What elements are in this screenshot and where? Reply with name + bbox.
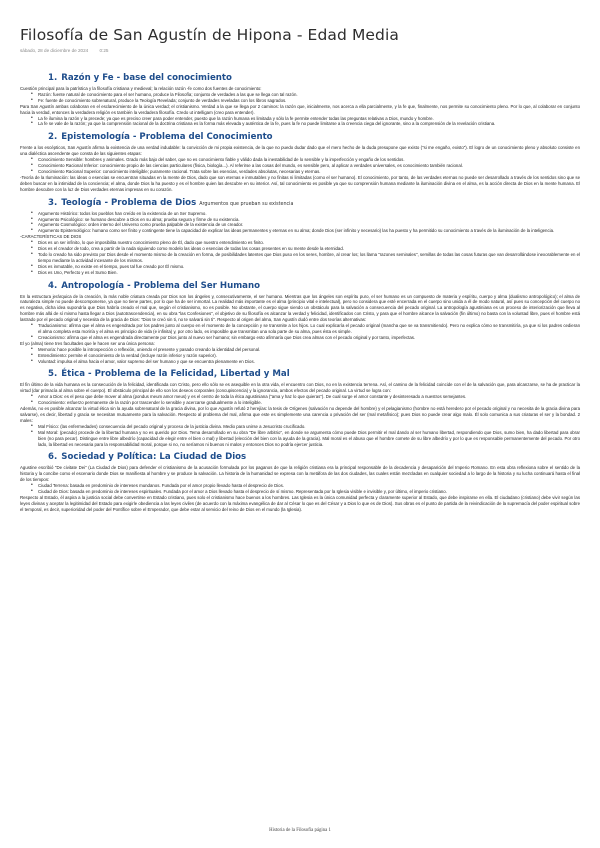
note-meta <box>20 48 580 53</box>
bullet-list <box>20 211 580 235</box>
paragraph: Además, no es posible alcanzar la virtud ética sin la ayuda sobrenatural de la gracia divina, por lo que Agustín refutó 2 herejías: la tesis de Orígenes (salvación no depende del hombre) y el pelagianismo (hombre no está heredero por el pecado original y no necesita de la gracia divina para salvarse), es decir, libertad y gracia se necesitan mutuamente para la salvación. Respecto al problema del mal, afirma que este es simplemente una carencia o privación del ser (mal metafísico); pues Dios no puede crear algo malo. Él solo comunica a sus criaturas el ser y la bondad. 2 males: <box>20 406 580 423</box>
paragraph: En la estructura jerárquica de la creación, la más noble criatura creada por Dios son los ángeles y, consecutivamente, el ser humano. Mientras que los ángeles son espíritu puro, el ser humano es un compuesto de materia y espíritu, cuerpo y alma (dualismo antropológico); el alma de naturaleza simple no puede descomponerse, ya que no tiene partes, por lo que ha de ser inmortal. La realidad más importante es el alma (principio vital e intelectual), pero no considera que esté encerrada en el cuerpo sino unida a él de modo natural, así pues su concepción del cuerpo no es negativa, dicha idea supondría que Dios habría creado el mal que, según el cristianismo, no es posible. No obstante, el cuerpo sigue siendo un obstáculo para la salvación a consecuencia del pecado original. La antropología agustiniana es un proceso de interiorización que lleva al hombre más allá de sí mismo hasta llegar a Dios (autotrascendencia), en su obra "las Confesiones", el objetivo de su filosofía es alcanzar la verdad y felicidad, identificados con Cristo, y para que el hombre alcance la salvación (fin último) no basta con la voluntad libre, pues el hombre está lastrado por el pecado original y necesita de la gracia de Dios: "Dios te creó sin ti, no te salvará sin ti". Respecto al origen del alma, San Agustín dudó entre dos teorías alternativas: <box>20 293 580 323</box>
bullet-list <box>20 483 580 495</box>
bullet-item: • La fe se vale de la razón; ya que la comprensión racional de la doctrina cristiana es la forma más elevada y auténtica de la fe, pues la fe no puede limitarse a la creencia ciega del ignorante, sino a la comprensión de la revelación cristiana. <box>38 121 580 127</box>
bullet-item: • Conocimiento Racional Superior: conocimiento inteligible; puramente racional. Trata sobre las esencias, verdades absolutas, necesarias y eternas. <box>38 169 580 175</box>
note-date: sábado, 28 de diciembre de 2024 <box>20 48 89 53</box>
paragraph: Agustine escribió "De civitate Dei" (La Ciudad de Dios) para defender el cristianismo de la acusación formulada por los paganos de que la religión cristiana era la principal responsable de la decadencia y desaparición del Imperio Romano. En esta obra reflexiona sobre el sentido de la historia y la concibe como el escenario donde Dios se manifiesta al hombre y se produce la salvación. La historia de la humanidad se expresa con la metáfora de las dos ciudades, las cuales están mezcladas en cualquier sociedad a lo largo de la historia y su lucha continuará hasta el final de los tiempos: <box>20 465 580 483</box>
paragraph: Para San Agustín ambas colaboran en el esclarecimiento de la única verdad; el cristianismo. Verdad a la que se llega por 2 caminos: la razón que, inicialmente, nos acerca a ella parcialmente, y la fe que, finalmente, nos permite su conocimiento pleno. Por lo que, al colaborar en conjunto hacia la verdad, entonces la verdadera religión es también la verdadera filosofía. Credo ut intelligam (creo para entender). <box>20 103 580 115</box>
bullet-item: • Memoria: hace posible la introspección o reflexión, uniendo el presente y pasado creando la identidad del personal. <box>38 347 580 353</box>
bullet-item: • Conocimiento: esfuerzo permanente de la razón por trascender lo sensible y acercarse gradualmente a lo inteligible. <box>38 400 580 406</box>
bullet-item: • Argumento Psicológico: se humano descubre a Dios en su alma; prueba segura y firme de su existencia. <box>38 217 580 223</box>
bullet-list <box>20 157 580 175</box>
section-heading <box>48 281 580 291</box>
section-heading <box>48 369 580 379</box>
section-number: 6. <box>48 452 58 463</box>
section-heading <box>48 198 580 208</box>
bullet-list <box>20 424 580 448</box>
paragraph: Frente a los escépticos, San Agustín afirma la existencia de una verdad indudable: la convicción de mi propia existencia, de la que no puedo dudar dado que el mero hecho de la duda presupone que existo ("si me engaño, existo"). El logro de un conocimiento pleno y absoluto consiste en una dialéctica ascendente que consta de las siguientes etapas: <box>20 145 580 157</box>
page-title: Filosofía de San Agustín de Hipona - Edad Media <box>20 26 400 44</box>
bullet-list <box>20 347 580 365</box>
section-number: 3. <box>48 197 58 208</box>
paragraph: El fin último de la vida humana es la consecución de la felicidad, identificada con Cristo, pero ello sólo se es asequible en la otra vida, el encuentro con Dios, no en la existencia terrena. Así, el camino de la felicidad coincide con el de la salvación que, para alcanzarse, se ha de practicar la virtud (dar primacía al alma sobre el cuerpo). El obstáculo principal de ello son los deseos corporales (concupiscencia) y la ignorancia, ambos efectos del pecado original. La virtud se logra con: <box>20 382 580 394</box>
section-number: 2. <box>48 132 58 143</box>
section-note: Argumentos que prueban su existencia <box>199 201 294 207</box>
bullet-item: • Ciudad de Dios: basada en predominio de intereses espirituales. Fundada por el amor a Dios llevado hasta el desprecio de sí mismo. Representada por la Iglesia visible e invisible y, por último, el imperio cristiano. <box>38 489 580 495</box>
bullet-item: • Conocimiento Sensible: hombres y animales. Grado más bajo del saber, que no es conocimiento fiable y válido dada la inestabilidad de lo sensible y la imperfección y engaño de los sentidos. <box>38 157 580 163</box>
paragraph: Respecto al Estado, él aspira a la justicia social debe convertirse en Estado cristiano, pues solo el cristianismo hace buenos a los hombres. Las Iglesia es la única comunidad perfecta y claramente superior al Estado, que debe inspirarse en ella. El ciudadano (cristiano) debe vivir según las leyes divinas y aceptar la legitimidad del Estado para exigirle obediencia a las leyes civiles (de acuerdo con la máxima evangélica de dar al César lo que es del César y a Dios lo que es de Dios). Sus obras es el punto de partida de la reivindicación de la supremacía del poder espiritual sobre el temporal, es decir, superioridad del poder del Pontífice sobre el Emperador, que debe estar al servicio del reino de Dios en el mundo (la Iglesia). <box>20 494 580 512</box>
section-title: Razón y Fe - base del conocimiento <box>61 73 232 83</box>
note-time: 0:25 <box>99 48 109 53</box>
bullet-item: • Dios es el creador de todo, crea a partir de la nada siguiendo como modelo las ideas o esencias de todas las cosas presentes en su mente desde la eternidad. <box>38 246 580 252</box>
section-number: 1. <box>48 73 58 83</box>
bullet-item: • Creacionismo: afirma que el alma es engendrada directamente por Dios junto al nuevo ser humano; sin embargo esto afirmaría que Dios crea almas con el pecado original y por tanto, imperfectas. <box>38 335 580 341</box>
bullet-item: • Mal Físico: (las enfermedades) consecuencia del pecado original y proceso de la justicia divina. Medio para unirse a Jesucristo crucificado. <box>38 424 580 430</box>
section-heading <box>48 73 580 83</box>
bullet-item: • Argumento Epistemológico: humano como ser finito y contingente tiene la capacidad de explicar las ideas permanentes y eternas en su alma; donde Dios (ser infinito y necesario) las ha puesto y ha permitido su conocimiento a través de la iluminación de la inteligencia. <box>38 228 580 234</box>
bullet-item: • Conocimiento Racional Inferior: conocimiento propio de las ciencias particulares (física, biología...). Al referirse a las cosas del mundo, es sensible pero, al aplicar a verdades universales, es conocimiento también racional. <box>38 163 580 169</box>
bullet-item: • Ciudad Terrena: basada en predominio de intereses mundanos. Fundada por el amor propio llevado hasta el desprecio de Dios. <box>38 483 580 489</box>
bullet-item: • Dios es inmutable, no existe en el tiempo, pues tal fue creado por Él mismo. <box>38 264 580 270</box>
page-footer: Historia de la Filosofía página 1 <box>269 828 331 833</box>
bullet-item: • Dios es un ser infinito, lo que imposibilita nuestro conocimiento pleno de Él, dado que nuestro entendimiento es finito. <box>38 240 580 246</box>
bullet-item: • Entendimiento: permite el conocimiento de la verdad (incluye razón inferior y razón superior). <box>38 353 580 359</box>
paragraph: -Teoría de la Iluminación: las ideas o esencias se encuentran situadas en la mente de Dios, dado que son eternas e inmutables y no finitas ni limitadas (como el ser humano). El conocimiento, por tanto, de las verdades eternas no puede ser desarrollado a través de los sentidos sino que se deben buscar en la intimidad de la conciencia; el alma, donde Dios la ha puesto y es el hombre quien las descubre en su interior. Así, tal conocimiento es posible ya que su comprensión humana mediante la iluminación divina en el alma, es la acción directa de Dios en la mente humana. El hombre descubre con la luz de Dios verdades eternas impresas en su corazón. <box>20 174 580 192</box>
note-body <box>20 73 580 513</box>
section-heading <box>48 452 580 462</box>
paragraph: El yo (alma) tiene tres facultades que le hacen ser una única persona: <box>20 340 155 346</box>
section-heading <box>48 132 580 142</box>
section-number: 4. <box>48 280 58 291</box>
bullet-list <box>20 323 580 341</box>
section-title: Antropología - Problema del Ser Humano <box>61 280 260 291</box>
paragraph: -CARACTERÍSTICAS DE DIOS <box>20 234 82 240</box>
section-title: Sociedad y Política: La Ciudad de Dios <box>61 452 247 463</box>
bullet-item: • Voluntad: impulsa el alma hacia el amor, valor supremo del ser humano y que se encuentra plenamente en Dios. <box>38 359 580 365</box>
bullet-item: • Argumento Cosmológico: orden interno del Universo como prueba palpable de la existencia de un creador. <box>38 222 580 228</box>
section-number: 5. <box>48 369 58 380</box>
paragraph: Cuestión principal para la patrística y la filosofía cristiana y medieval; la relación razón -fe como dos fuentes de conocimiento: <box>20 86 262 91</box>
bullet-item: • Fe: fuente de conocimiento sobrenatural, produce la Teología Revelada; conjunto de verdades reveladas con los libros sagrados. <box>38 98 580 104</box>
bullet-list <box>20 116 580 128</box>
section-title: Teología - Problema de Dios <box>61 197 197 208</box>
bullet-item: • Argumento Histórico: todos los pueblos han creído en la existencia de un Ser Supremo. <box>38 211 580 217</box>
section-title: Ética - Problema de la Felicidad, Libertad y Mal <box>61 369 290 380</box>
bullet-item: • Razón: fuente natural de conocimiento para el ser humano, produce la Filosofía; conjunto de verdades a las que se llega con tal razón. <box>38 92 580 98</box>
bullet-item: • Todo lo creado ha sido previsto por Dios desde el momento mismo de la creación en forma, de posibilidades latentes que Dios puso en los seres, hombre, al crear los; los llama "razones seminales", semillas de todas las cosas futuras que van desarrollándose inexorablemente en el tiempo mediante la actividad incesante de los mismos. <box>38 252 580 264</box>
bullet-item: • La fe ilumina la razón y la precede; ya que es preciso creer para poder entender, puesto que la razón humana es limitada y sólo la fe permite entender todas las preguntas relativas a Dios, mundo y hombre. <box>38 116 580 122</box>
bullet-list <box>20 394 580 406</box>
bullet-item: • Traducianismo: afirma que el alma es engendrada por los padres junto al cuerpo en el momento de la concepción y se transmite a los hijos. Lo cual explicaría el pecado original (mancha que se va transmitiendo). Pero no explica cómo se transmitiría, ya que si los padres cedieran el alma completa esta moriría y el alma es principio de vida (e infinita) y, por otro lado, es imposible que transmitan una sola parte de su alma, pues ésta es simple. <box>38 323 580 335</box>
bullet-list <box>20 240 580 275</box>
bullet-item: • Amor a Dios: es el peso que debe mover al alma (pondus meum amor meus) y es el centro de toda la ética agustiniana ("ama y haz lo que quieras"). De cual surge el amor constante y desinteresado a nuestros semejantes. <box>38 394 580 400</box>
bullet-list <box>20 92 580 104</box>
bullet-item: • Mal Moral: (pecado) procede de la libertad humana y no es querido por Dios. Tema desarrollado en su obra "De libre arbitrio", en donde se argumenta cómo puede Dios permitir el mal dando al ser humano libertad, respondiendo que Dios, sumo bien, ha dado libertad para obrar bien (no para pecar). Distingue entre libre albedrío (capacidad de elegir entre el bien o mal) y libertad (elección del bien con la ayuda de la gracia). Mal moral es el abuso que el hombre comete de su libre albedrío y por lo que es responsable permanentemente del pecado. Por otro lado, la libertad es necesaria para la responsabilidad moral, porque si no, no seríamos ni buenos ni malos y entonces Dios no podría ejercer justicia. <box>38 430 580 448</box>
bullet-item: • Dios es Uno, Perfecto y es el Sumo Bien. <box>38 270 580 276</box>
section-title: Epistemología - Problema del Conocimiento <box>61 132 273 143</box>
